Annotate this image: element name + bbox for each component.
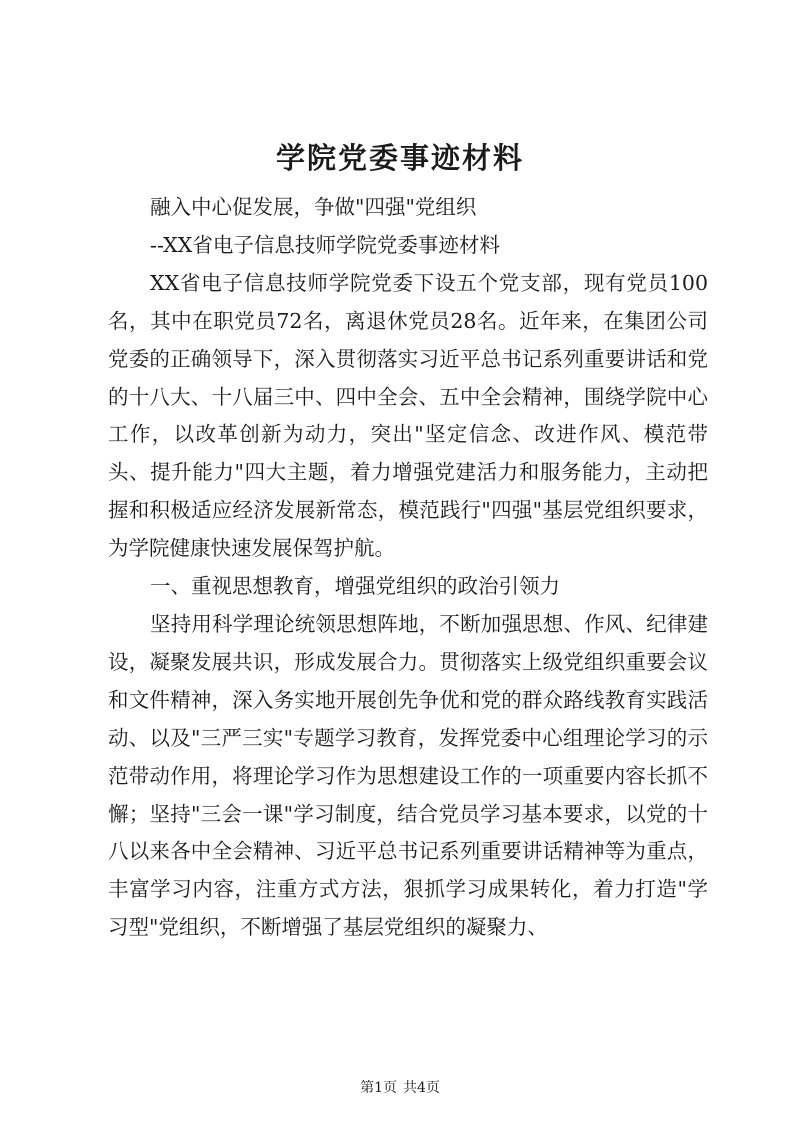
page-footer	[0, 1078, 800, 1098]
document-title: 学院党委事迹材料	[275, 141, 524, 175]
section-heading: 一、重视思想教育，增强党组织的政治引领力	[150, 574, 561, 599]
page-total: 共4页	[403, 1080, 440, 1096]
intro-paragraph: XX省电子信息技师学院党委下设五个党支部，现有党员100名，其中在职党员72名，离退休党员28名。近年来，在集团公司党委的正确领导下，深入贯彻落实习近平总书记系列重要讲话和党的十八大、十八届三中、四中全会、五中全会精神，围绕学院中心工作，以改革创新为动力，突出"坚定信念、改进作风、模范带头、提升能力"四大主题，着力增强党建活力和服务能力，主动把握和积极适应经济发展新常态，模范践行"四强"基层党组织要求，为学院健康快速发展保驾护航。	[108, 270, 708, 561]
subtitle-source-line: --XX省电子信息技师学院党委事迹材料	[150, 232, 500, 257]
document-body	[108, 189, 708, 947]
subtitle-line: 融入中心促发展，争做"四强"党组织	[150, 195, 477, 219]
section-paragraph: 坚持用科学理论统领思想阵地，不断加强思想、作风、纪律建设，凝聚发展共识，形成发展合力。贯彻落实上级党组织重要会议和文件精神，深入务实地开展创先争优和党的群众路线教育实践活动、以及"三严三实"专题学习教育，发挥党委中心组理论学习的示范带动作用，将理论学习作为思想建设工作的一项重要内容长抓不懈；坚持"三会一课"学习制度，结合党员学习基本要求，以党的十八以来各中全会精神、习近平总书记系列重要讲话精神等为重点，丰富学习内容，注重方式方法，狠抓学习成果转化，着力打造"学习型"党组织，不断增强了基层党组织的凝聚力、	[108, 611, 708, 940]
page-number: 第1页	[360, 1080, 397, 1096]
